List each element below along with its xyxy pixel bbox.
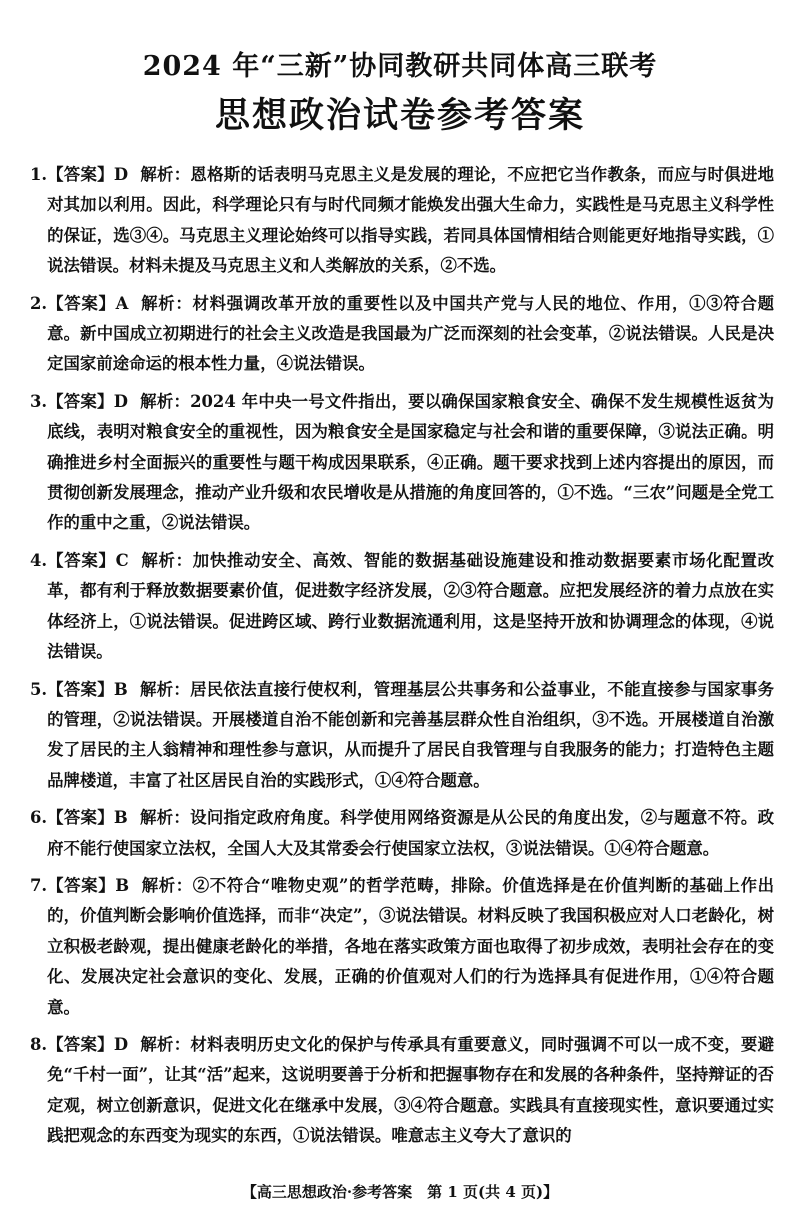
- explanation: 解析：②不符合“唯物史观”的哲学范畴，排除。价值选择是在价值判断的基础上作出的，价值判断会影响价值选择，而非“决定”，③说法错误。材料反映了我国积极应对人口老龄化，树立积极老龄观，提出健康老龄化的举措，各地在落实政策方面也取得了初步成效，表明社会存在的变化、发展决定社会意识的变化、发展，正确的价值观对人们的行为选择具有促进作用，①④符合题意。: [47, 875, 774, 1017]
- answer-key: 【答案】D: [47, 391, 128, 411]
- explanation: 解析：2024 年中央一号文件指出，要以确保国家粮食安全、确保不发生规模性返贫为底线，表明对粮食安全的重视性，因为粮食安全是国家稳定与社会和谐的重要保障，③说法正确。明确推进乡村全面振兴的重要性与题干构成因果联系，④正确。题干要求找到上述内容提出的原因，而贯彻创新发展理念，推动产业升级和农民增收是从措施的角度回答的，①不选。“三农”问题是全党工作的重中之重，②说法错误。: [47, 391, 775, 533]
- question-number: 6.: [30, 808, 48, 828]
- answer-key: 【答案】C: [47, 550, 129, 570]
- answer-item-2: [30, 289, 774, 380]
- answer-item-6: [30, 803, 774, 864]
- question-number: 7.: [30, 875, 48, 895]
- question-number: 3.: [30, 391, 48, 411]
- answer-list: [30, 160, 774, 1159]
- question-number: 1.: [30, 165, 48, 184]
- question-number: 5.: [30, 679, 48, 699]
- question-number: 4.: [30, 550, 48, 570]
- answer-item-1: [30, 160, 774, 282]
- question-number: 2.: [30, 293, 48, 313]
- explanation: 解析：加快推动安全、高效、智能的数据基础设施建设和推动数据要素市场化配置改革，都有利于释放数据要素价值，促进数字经济发展，②③符合题意。应把发展经济的着力点放在实体经济上，①说法错误。促进跨区域、跨行业数据流通利用，这是坚持开放和协调理念的体现，④说法错误。: [47, 550, 775, 662]
- answer-item-4: [30, 546, 774, 668]
- answer-key: 【答案】B: [47, 808, 128, 828]
- answer-item-3: [30, 387, 774, 539]
- answer-item-5: [30, 675, 774, 797]
- answer-key: 【答案】B: [47, 679, 128, 699]
- answer-key: 【答案】B: [47, 875, 130, 895]
- explanation: 解析：恩格斯的话表明马克思主义是发展的理论，不应把它当作教条，而应与时俱进地对其加以利用。因此，科学理论只有与时代同频才能焕发出强大生命力，实践性是马克思主义科学性的保证，选③④。马克思主义理论始终可以指导实践，若同具体国情相结合则能更好地指导实践，①说法错误。材料未提及马克思主义和人类解放的关系，②不选。: [47, 165, 775, 276]
- answer-key: 【答案】A: [47, 293, 129, 313]
- exam-title: 2024 年“三新”协同教研共同体高三联考: [142, 51, 658, 82]
- question-number: 8.: [30, 1034, 48, 1054]
- page-footer: 【高三思想政治·参考答案 第 1 页(共 4 页)】: [241, 1183, 559, 1201]
- answer-key: 【答案】D: [47, 165, 129, 184]
- answer-item-7: [30, 871, 774, 1023]
- answer-key: 【答案】D: [47, 1034, 129, 1054]
- answer-key-title: 思想政治试卷参考答案: [214, 95, 585, 136]
- answer-item-8: [30, 1030, 774, 1152]
- explanation: 解析：设问指定政府角度。科学使用网络资源是从公民的角度出发，②与题意不符。政府不能行使国家立法权，全国人大及其常委会行使国家立法权，③说法错误。①④符合题意。: [47, 808, 774, 858]
- explanation: 解析：居民依法直接行使权利，管理基层公共事务和公益事业，不能直接参与国家事务的管理，②说法错误。开展楼道自治不能创新和完善基层群众性自治组织，③不选。开展楼道自治激发了居民的主人翁精神和理性参与意识，从而提升了居民自我管理与自我服务的能力；打造特色主题品牌楼道，丰富了社区居民自治的实践形式，①④符合题意。: [47, 679, 774, 790]
- explanation: 解析：材料强调改革开放的重要性以及中国共产党与人民的地位、作用，①③符合题意。新中国成立初期进行的社会主义改造是我国最为广泛而深刻的社会变革，②说法错误。人民是决定国家前途命运的根本性力量，④说法错误。: [47, 293, 775, 374]
- explanation: 解析：材料表明历史文化的保护与传承具有重要意义，同时强调不可以一成不变，要避免“千村一面”，让其“活”起来，这说明要善于分析和把握事物存在和发展的各种条件，坚持辩证的否定观，树立创新意识，促进文化在继承中发展，③④符合题意。实践具有直接现实性，意识要通过实践把观念的东西变为现实的东西，①说法错误。唯意志主义夸大了意识的: [47, 1034, 775, 1146]
